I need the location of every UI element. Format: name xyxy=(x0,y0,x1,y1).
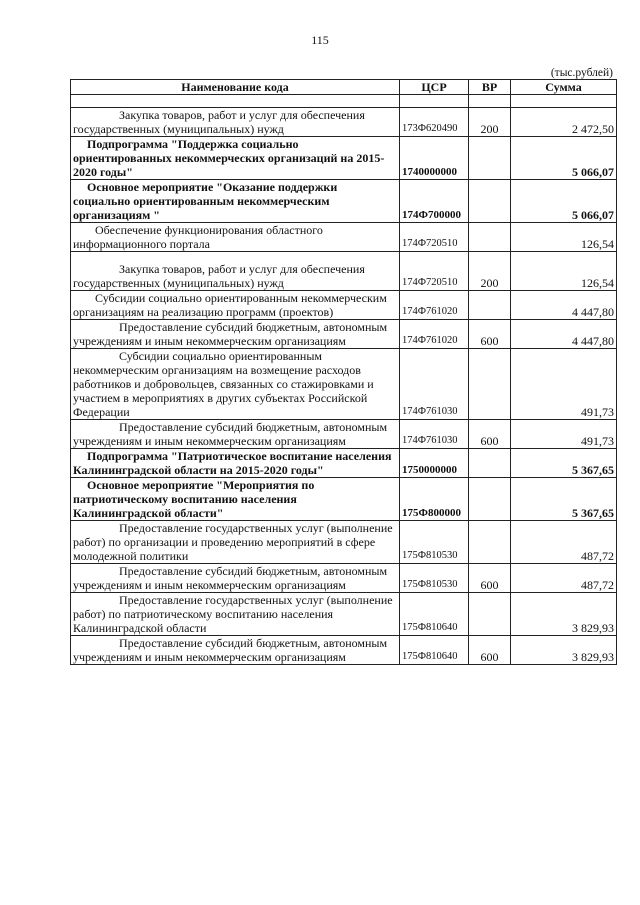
row-vr xyxy=(469,521,511,564)
row-vr xyxy=(469,478,511,521)
row-sum: 5 066,07 xyxy=(511,180,617,223)
table-row xyxy=(71,564,617,593)
table-header-row xyxy=(71,80,617,95)
row-name: Основное мероприятие "Оказание поддержки социально ориентированным некоммерческим организациям " xyxy=(71,180,400,223)
page-number: 115 xyxy=(311,33,329,47)
row-csr: 174Ф761030 xyxy=(400,349,469,420)
row-name: Субсидии социально ориентированным некоммерческим организациям на возмещение расходов работников и добровольцев, связанных со стажировками и участием в мероприятиях в других субъектах Российской Федерации xyxy=(71,349,400,420)
table-row xyxy=(71,593,617,636)
row-csr: 175Ф810640 xyxy=(400,593,469,636)
row-sum: 5 066,07 xyxy=(511,137,617,180)
row-vr: 600 xyxy=(469,320,511,349)
row-name: Предоставление государственных услуг (выполнение работ) по организации и проведению мероприятий в сфере молодежной политики xyxy=(71,521,400,564)
row-vr xyxy=(469,223,511,252)
row-sum: 4 447,80 xyxy=(511,291,617,320)
row-sum: 4 447,80 xyxy=(511,320,617,349)
table-row xyxy=(71,636,617,665)
row-name: Закупка товаров, работ и услуг для обеспечения государственных (муниципальных) нужд xyxy=(71,108,400,137)
table-row xyxy=(71,180,617,223)
row-csr: 173Ф620490 xyxy=(400,108,469,137)
row-csr: 175Ф800000 xyxy=(400,478,469,521)
units-label: (тыс.рублей) xyxy=(550,67,613,79)
row-sum: 126,54 xyxy=(511,252,617,291)
row-csr: 174Ф761020 xyxy=(400,291,469,320)
table-row xyxy=(71,478,617,521)
row-csr: 175Ф810530 xyxy=(400,521,469,564)
row-name: Предоставление субсидий бюджетным, автономным учреждениям и иным некоммерческим организациям xyxy=(71,564,400,593)
row-csr: 174Ф700000 xyxy=(400,180,469,223)
row-vr xyxy=(469,593,511,636)
table-row xyxy=(71,521,617,564)
row-sum: 126,54 xyxy=(511,223,617,252)
header-vr: ВР xyxy=(469,80,511,95)
row-name: Предоставление субсидий бюджетным, автономным учреждениям и иным некоммерческим организациям xyxy=(71,320,400,349)
row-name: Основное мероприятие "Мероприятия по патриотическому воспитанию населения Калининградской области" xyxy=(71,478,400,521)
table-row xyxy=(71,420,617,449)
row-vr: 600 xyxy=(469,420,511,449)
row-sum: 487,72 xyxy=(511,521,617,564)
row-vr xyxy=(469,291,511,320)
row-sum: 5 367,65 xyxy=(511,449,617,478)
row-csr: 1750000000 xyxy=(400,449,469,478)
row-sum: 487,72 xyxy=(511,564,617,593)
table-row xyxy=(71,291,617,320)
row-vr: 200 xyxy=(469,108,511,137)
row-sum: 5 367,65 xyxy=(511,478,617,521)
row-csr: 175Ф810640 xyxy=(400,636,469,665)
row-csr: 174Ф761030 xyxy=(400,420,469,449)
table-row xyxy=(71,108,617,137)
row-name: Закупка товаров, работ и услуг для обеспечения государственных (муниципальных) нужд xyxy=(71,252,400,291)
row-csr: 175Ф810530 xyxy=(400,564,469,593)
row-csr: 174Ф720510 xyxy=(400,223,469,252)
row-name: Предоставление государственных услуг (выполнение работ) по патриотическому воспитанию населения Калининградской области xyxy=(71,593,400,636)
table-row xyxy=(71,449,617,478)
row-name: Субсидии социально ориентированным некоммерческим организациям на реализацию программ (проектов) xyxy=(71,291,400,320)
row-sum: 3 829,93 xyxy=(511,593,617,636)
spacer-row xyxy=(71,95,617,108)
row-name: Обеспечение функционирования областного информационного портала xyxy=(71,223,400,252)
table-row xyxy=(71,252,617,291)
row-csr: 174Ф761020 xyxy=(400,320,469,349)
row-vr: 600 xyxy=(469,636,511,665)
header-sum: Сумма xyxy=(511,80,617,95)
header-name: Наименование кода xyxy=(71,80,400,95)
row-name: Предоставление субсидий бюджетным, автономным учреждениям и иным некоммерческим организациям xyxy=(71,636,400,665)
row-name: Подпрограмма "Патриотическое воспитание населения Калининградской области на 2015-2020 годы" xyxy=(71,449,400,478)
row-vr xyxy=(469,349,511,420)
table-row xyxy=(71,320,617,349)
row-sum: 2 472,50 xyxy=(511,108,617,137)
row-vr xyxy=(469,137,511,180)
row-sum: 491,73 xyxy=(511,420,617,449)
table-row xyxy=(71,223,617,252)
budget-table xyxy=(70,79,617,665)
row-vr: 200 xyxy=(469,252,511,291)
table-row xyxy=(71,349,617,420)
row-vr: 600 xyxy=(469,564,511,593)
table-row xyxy=(71,137,617,180)
header-csr: ЦСР xyxy=(400,80,469,95)
row-vr xyxy=(469,180,511,223)
row-csr: 174Ф720510 xyxy=(400,252,469,291)
row-name: Подпрограмма "Поддержка социально ориентированных некоммерческих организаций на 2015-2020 годы" xyxy=(71,137,400,180)
row-sum: 3 829,93 xyxy=(511,636,617,665)
row-sum: 491,73 xyxy=(511,349,617,420)
row-name: Предоставление субсидий бюджетным, автономным учреждениям и иным некоммерческим организациям xyxy=(71,420,400,449)
row-vr xyxy=(469,449,511,478)
row-csr: 1740000000 xyxy=(400,137,469,180)
